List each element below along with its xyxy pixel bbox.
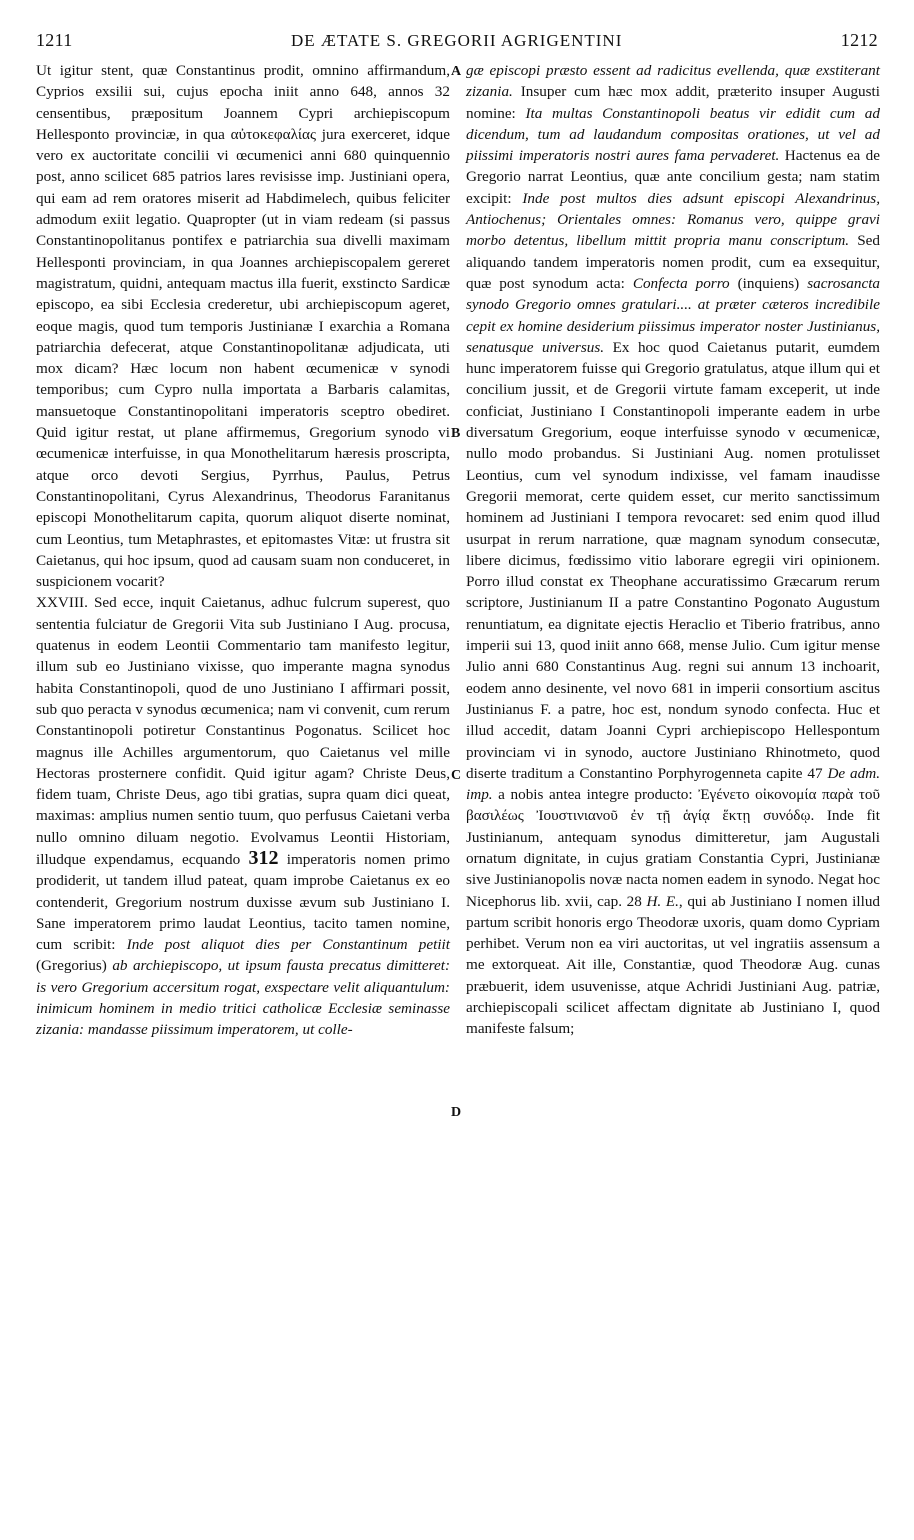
margin-marker-c: C [451, 768, 462, 783]
right-column [466, 60, 880, 1040]
p2-quote-1: Inde post aliquot dies per Constantinum petiit [126, 936, 450, 954]
left-column [36, 60, 450, 1041]
p2-mid: imperatoris nomen primo prodiderit, ut tandem illud pateat, quam improbe Caietanus ex eo contenderit, Gregorium nostrum duxisse ævum sub Justiniano I. Sane imperatorem primo laudat Leontius, tacito tamen nomine, cum scribit: [36, 850, 451, 954]
r-text-2: Hactenus ea de Gregorio narrat Leontius, quæ ante concilium gesta; nam statim excipit: [466, 147, 880, 207]
r-quote-5: sacrosancta synodo Gregorio omnes gratulari.... at præter cæteros incredibile cepit ex homine desiderium piissimus imperator noster Justinianus, senatusque universus. [466, 274, 881, 356]
running-title: DE ÆTATE S. GREGORII AGRIGENTINI [290, 31, 623, 50]
r-quote-6: De adm. imp. [466, 764, 880, 804]
r-quote-3: Inde post multos dies adsunt episcopi Alexandrinus, Antiochenus; Orientales omnes: Romanus vero, quippe gravi morbo detentus, libellum mittit propria manu conscriptum. [466, 189, 881, 250]
page-header [36, 30, 878, 56]
r-quote-2: Ita multas Constantinopoli beatus vir edidit cum ad dicendum, tum ad laudandum compositas orationes, ut vel ad piissimi imperatoris nostri aures fama pervaderet. [466, 104, 880, 165]
r-quote-4: Confecta porro [632, 274, 730, 292]
margin-marker-d: D [451, 1105, 462, 1120]
page-number-right: 1212 [840, 30, 878, 50]
r-quote-1: gæ episcopi præsto essent ad radicitus evellenda, quæ exstiterant zizania. [466, 62, 880, 101]
p2-start: XXVIII. Sed ecce, inquit Caietanus, adhuc fulcrum superest, quo sententia fulciatur de Gregorii Vita sub Justiniano I Aug. procusa, quatenus in eodem Leontii Commentario tam manifesto legitur, illum sub eo Justiniano vixisse, quo imperante magna synodus habita Constantinopoli, quod de uno Justiniano I affirmari possit, sub quo peracta v synodus œcumenica; nam vi convenit, cum rerum Constantinopoli potiretur Constantinus Pogonatus. Scilicet hoc magnus ille Achilles argumentorum, quo Caietanus vel mille Hectoras prosternere confidit. Quid igitur agam? Christe Deus, fidem tuam, Christe Deus, ago tibi gratias, supra quam dici queat, maximas: amplius numen sentio tuum, quo perfusus Caietani verba nullo omnino diluam negotio. Evolvamus Leontii Historiam, illudque expendamus, ecquando [36, 594, 450, 868]
page-ref-number: 312 [248, 846, 279, 869]
left-paragraph-2 [36, 592, 450, 1040]
p2-paren: (Gregorius) [36, 957, 107, 975]
page-number-left: 1211 [36, 30, 73, 50]
r-text-1: Insuper cum hæc mox addit, præterito insuper Augusti nomine: [466, 83, 881, 122]
margin-marker-b: B [451, 426, 461, 441]
r-text-6: , qui ab Justiniano I nomen illud partum scribit honoris ergo Theodoræ uxoris, quam domo Cypriam perhibet. Verum non ea viri auctoritas, ut vel ingratiis assensum a me extorqueat. Ait ille, Constantiæ, quod Theodoræ Aug. cunas præbuerit, idem usuvenisse, atque Achridi Justiniani Aug. patriæ, archiepiscopali scilicet affectam dignitate ab Justiniano I, quod manifeste falsum; [466, 892, 881, 1038]
r-text-4: Ex hoc quod Caietanus putarit, eumdem hunc imperatorem fuisse qui Gregorio gratulatus, atque illum qui et concilium jussit, et de Gregorii virtute famam exceperit, ut inde conficiat, Justiniano I Constantinopoli imperante eadem in urbe diversatum Gregorium, eoque interfuisse synodo v œcumenicæ, nullo modo probandus. Si Justiniani Aug. nomen protulisset Leontius, cum vel synodum indixisse, vel famam inaudisse Gregorii memorat, certe quidem esset, cur merito sanctissimum hominem ad Justiniani I tempora revocaret: sed enim quod illud usurpat in rerum narratione, quæ magnam synodum consecutæ, libere dicimus, fœdissimo vitio laborare egregii viri opinionem. Porro illud constat ex Theophane accuratissimo Græcarum rerum scriptore, Justinianum II a patre Constantino Pogonato Augustum renuntiatum, ea dignitate ejectis Heraclio et Tiberio fratribus, anno imperii sui 13, quod iniit anno 668, mense Julio. Cum igitur mense Julio anni 680 Constantinus Aug. regni sui annum 13 inchoarit, eodem anno desinente, vel novo 681 in imperii consortium ascitus Justinianus F. a patre, hoc est, nondum synodo confecta. Huc et illud accedit, datam Joanni Cypri archiepiscopo Hellespontum provinciam vi in synodo, auctore Justiniano Rhinotmeto, quod diserte traditum a Constantino Porphyrogenneta capite 47 [466, 338, 880, 782]
right-paragraph-1 [466, 60, 880, 1040]
r-paren: (inquiens) [737, 274, 800, 292]
r-quote-7: H. E. [646, 892, 679, 910]
left-paragraph-1: Ut igitur stent, quæ Constantinus prodit, omnino affirmandum, Cyprios exsilii sui, cujus epocha iniit anno 648, annos 32 censentibus, præpositum Joannem Cypri archiepiscopum Hellesponto provinciæ, in qua αὐτοκεφαλίας jura exerceret, idque vero ex auctoritate concilii vi œcumenici anni 680 quinquennio post, anno scilicet 685 patrios lares revisisse imp. Justiniani opera, qui eam ad rem oratores miserit ad Habdimelech, quibus feliciter admodum exiit legatio. Quapropter (ut in viam redeam (si passus Constantinopolitanus pontifex e patriarchia sua divelli maximam Hellesponti provinciam, in qua Joannes archiepiscopalem gereret magistratum, quidni, antequam mactus illa fuerit, exstincto Sardicæ episcopo, ea sibi Ecclesia crederetur, ubi archiepiscopum ageret, eoque magis, quod tum temporis Justinianæ I exarchia a Romana patriarchia defecerat, atque Constantinopolitanæ adjudicata, uti mox dicam? Hæc locum non habent œcumenicæ v synodi temporibus; cum Cypro nulla importata a Barbaris calamitas, mansuetoque Constantinopolitani imperatoris sceptro obediret. Quid igitur restat, ut plane affirmemus, Gregorium synodo vi œcumenicæ interfuisse, in qua Monothelitarum hæresis proscripta, atque orco devoti Sergius, Pyrrhus, Paulus, Petrus Constantinopolitani, Cyrus Alexandrinus, Theodorus Faranitanus episcopi Monothelitarum capita, quorum aliquot diserte nominat, cum Leontius, tum Metaphrastes, et epitomastes Vitæ: ut frustra sit Caietanus, qui hoc ipsum, quod ad causam suam non conduceret, in suspicionem vocarit? [36, 62, 450, 591]
r-text-3: Sed aliquando tandem imperatoris nomen prodit, cum ea exsequitur, quæ post synodum acta: [466, 232, 880, 292]
margin-marker-a: A [451, 64, 462, 79]
r-text-5: a nobis antea integre producto: Ἐγένετο οἰκονομία παρὰ τοῦ βασιλέως Ἰουστινιανοῦ ἐν τῇ ἁγίᾳ ἕκτῃ συνόδῳ. Inde fit Justinianum, antequam synodus dimitteretur, jam Augustali ornatum dignitate, in cujus gratiam Constantia Cypri, Justinianæ sive Justinianopolis novæ nacta nomen eadem in synodo. Negat hoc Nicephorus lib. xvii, cap. 28 [466, 786, 880, 910]
p2-quote-2: ab archiepiscopo, ut ipsum fausta precatus dimitteret: is vero Gregorium accersitum rogat, exspectare velit aliquantulum: inimicum hominem in medio tritici catholicæ Ecclesiæ seminasse zizania: mandasse piissimum imperatorem, ut colle- [36, 957, 450, 1039]
